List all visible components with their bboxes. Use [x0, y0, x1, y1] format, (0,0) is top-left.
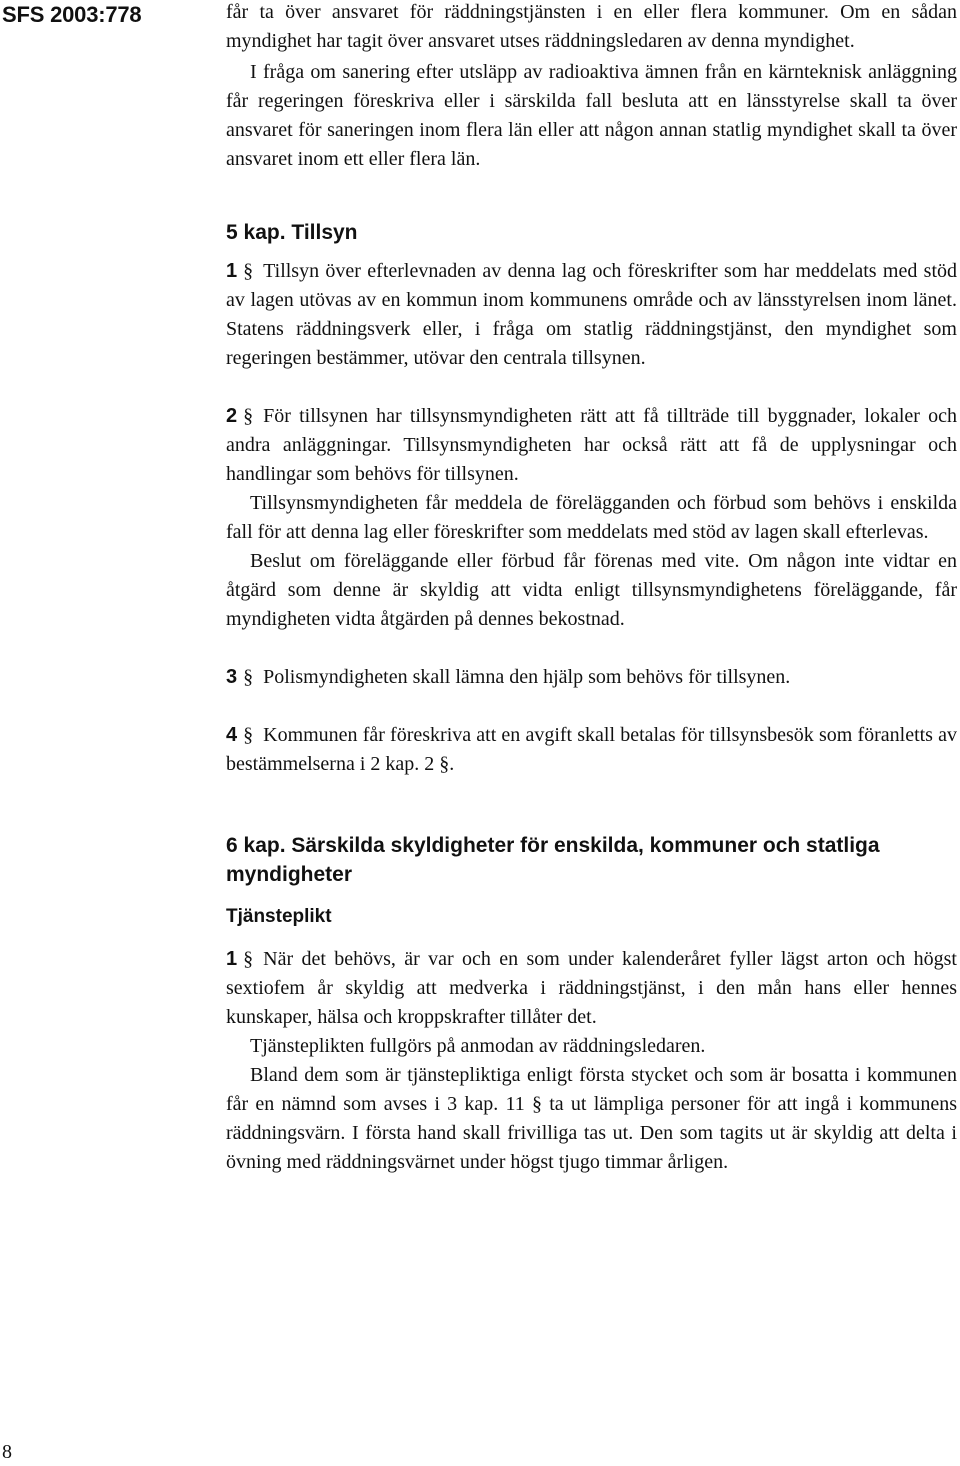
subheading-tjansteplikt: Tjänsteplikt [226, 906, 332, 927]
chapter-6-heading: 6 kap. Särskilda skyldigheter för enskilda, kommuner och statliga myndigheter [226, 834, 880, 886]
section-text: För tillsynen har tillsynsmyndigheten rätt att få tillträde till byggnader, lokaler och andra anläggningar. Tillsynsmyndigheten har också rätt att få de upplysningar och handlingar som behövs för tillsynen. [226, 405, 957, 485]
section-number: 1 [226, 948, 238, 970]
section-6-1-paragraph-3 [226, 1061, 957, 1177]
section-6-1-paragraph-2: Tjänsteplikten fullgörs på anmodan av räddningsledaren. [250, 1035, 706, 1057]
section-sign: § [532, 1093, 542, 1115]
section-text: Tillsyn över efterlevnaden av denna lag och föreskrifter som har meddelats med stöd av lagen utövas av en kommun inom kommunens område och av länsstyrelsen inom länet. Statens räddningsverk eller, i fråga om statlig räddningstjänst, den myndighet som regeringen bestämmer, utövar den centrala tillsynen. [226, 260, 957, 369]
section-number: 4 [226, 724, 238, 746]
section-sign: § [243, 666, 254, 688]
section-sign: § [243, 948, 254, 970]
section-text-end: . [449, 753, 455, 775]
section-6-1 [226, 945, 957, 1032]
section-5-1 [226, 257, 957, 373]
section-sign: § [439, 753, 450, 775]
intro-paragraph-2: I fråga om sanering efter utsläpp av radioaktiva ämnen från en kärnteknisk anläggning får regeringen föreskriva eller i särskilda fall besluta att en länsstyrelse skall ta över ansvaret för saneringen inom flera län eller att någon annan statlig myndighet skall ta över ansvaret inom ett eller flera län. [226, 61, 957, 170]
section-text: Kommunen får föreskriva att en avgift skall betalas för tillsynsbesök som föranletts av bestämmelserna i 2 kap. 2 [226, 724, 957, 775]
section-sign: § [243, 260, 254, 282]
section-5-4 [226, 721, 957, 779]
section-number: 1 [226, 260, 238, 282]
section-sign: § [243, 724, 254, 746]
chapter-5-heading: 5 kap. Tillsyn [226, 221, 358, 244]
section-5-2-paragraph-2: Tillsynsmyndigheten får meddela de förelägganden och förbud som behövs i enskilda fall för att denna lag eller föreskrifter som meddelats med stöd av lagen skall efterlevas. [226, 492, 957, 543]
section-sign: § [243, 405, 254, 427]
section-number: 2 [226, 405, 238, 427]
document-body [226, 0, 957, 1177]
section-text: ta ut lämpliga personer för att ingå i kommunens räddningsvärn. I första hand skall frivilliga tas ut. Den som tagits ut är skyldig att delta i övning med räddningsvärnet under högst tjugo timmar årligen. [226, 1093, 958, 1173]
page-number: 8 [2, 1441, 12, 1463]
document-id: SFS 2003:778 [2, 2, 142, 27]
section-5-2-paragraph-3: Beslut om föreläggande eller förbud får förenas med vite. Om någon inte vidtar en åtgärd som denne är skyldig att vidta enligt tillsynsmyndighetens föreläggande, får myndigheten vidta åtgärden på dennes bekostnad. [226, 550, 957, 630]
section-text: Polismyndigheten skall lämna den hjälp som behövs för tillsynen. [263, 666, 791, 688]
section-5-2 [226, 402, 957, 489]
intro-paragraph-1: får ta över ansvaret för räddningstjänsten i en eller flera kommuner. Om en sådan myndighet har tagit över ansvaret utses räddningsledaren av denna myndighet. [226, 1, 957, 52]
section-text: Bland dem som är tjänstepliktiga enligt första stycket och som är bosatta i kommunen får en nämnd som avses i 3 kap. 11 [226, 1064, 957, 1115]
section-number: 3 [226, 666, 238, 688]
section-text: När det behövs, är var och en som under kalenderåret fyller lägst arton och högst sextiofem år skyldig att medverka i räddningstjänst, i den mån hans eller hennes kunskaper, hälsa och kroppskrafter tillåter det. [226, 948, 957, 1028]
section-5-3 [226, 663, 957, 692]
